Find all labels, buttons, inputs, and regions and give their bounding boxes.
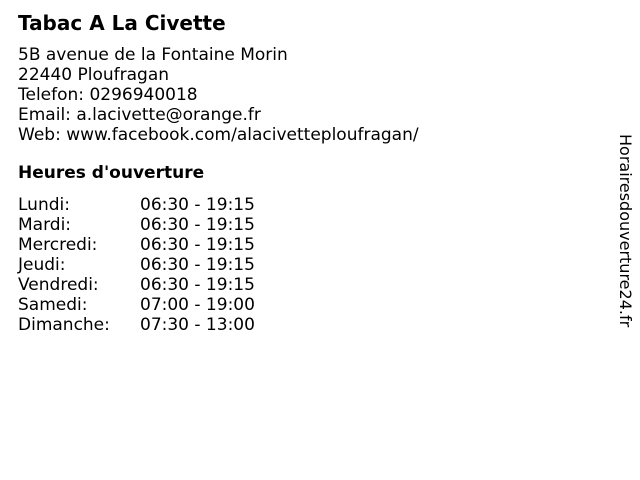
web-value: www.facebook.com/alacivetteploufragan/	[66, 125, 419, 145]
hours-row-sunday	[18, 315, 255, 335]
hours-row-friday	[18, 275, 255, 295]
hours-row-wednesday	[18, 235, 255, 255]
time-value: 06:30 - 19:15	[140, 215, 255, 235]
day-label: Vendredi:	[18, 275, 99, 295]
time-value: 07:00 - 19:00	[140, 295, 255, 315]
day-label: Samedi:	[18, 295, 88, 315]
email-value: a.lacivette@orange.fr	[76, 105, 261, 125]
time-value: 06:30 - 19:15	[140, 275, 255, 295]
day-label: Mardi:	[18, 215, 72, 235]
time-value: 07:30 - 13:00	[140, 315, 255, 335]
hours-table	[18, 195, 255, 335]
time-value: 06:30 - 19:15	[140, 255, 255, 275]
email-line	[18, 105, 419, 125]
phone-value: 0296940018	[89, 85, 198, 105]
hours-heading: Heures d'ouverture	[18, 163, 205, 183]
hours-row-monday	[18, 195, 255, 215]
hours-row-tuesday	[18, 215, 255, 235]
address-line-2: 22440 Ploufragan	[18, 65, 170, 85]
time-value: 06:30 - 19:15	[140, 195, 255, 215]
day-label: Lundi:	[18, 195, 70, 215]
web-line	[18, 125, 419, 145]
email-label: Email:	[18, 105, 71, 125]
phone-label: Telefon:	[18, 85, 85, 105]
time-value: 06:30 - 19:15	[140, 235, 255, 255]
day-label: Mercredi:	[18, 235, 98, 255]
page-title: Tabac A La Civette	[18, 11, 226, 35]
phone-line	[18, 85, 419, 105]
address-line-1: 5B avenue de la Fontaine Morin	[18, 45, 288, 65]
hours-row-saturday	[18, 295, 255, 315]
watermark-brand: Horairesdouverture24.fr	[616, 134, 635, 328]
web-label: Web:	[18, 125, 61, 145]
hours-row-thursday	[18, 255, 255, 275]
contact-block	[18, 45, 419, 145]
day-label: Dimanche:	[18, 315, 110, 335]
day-label: Jeudi:	[18, 255, 66, 275]
